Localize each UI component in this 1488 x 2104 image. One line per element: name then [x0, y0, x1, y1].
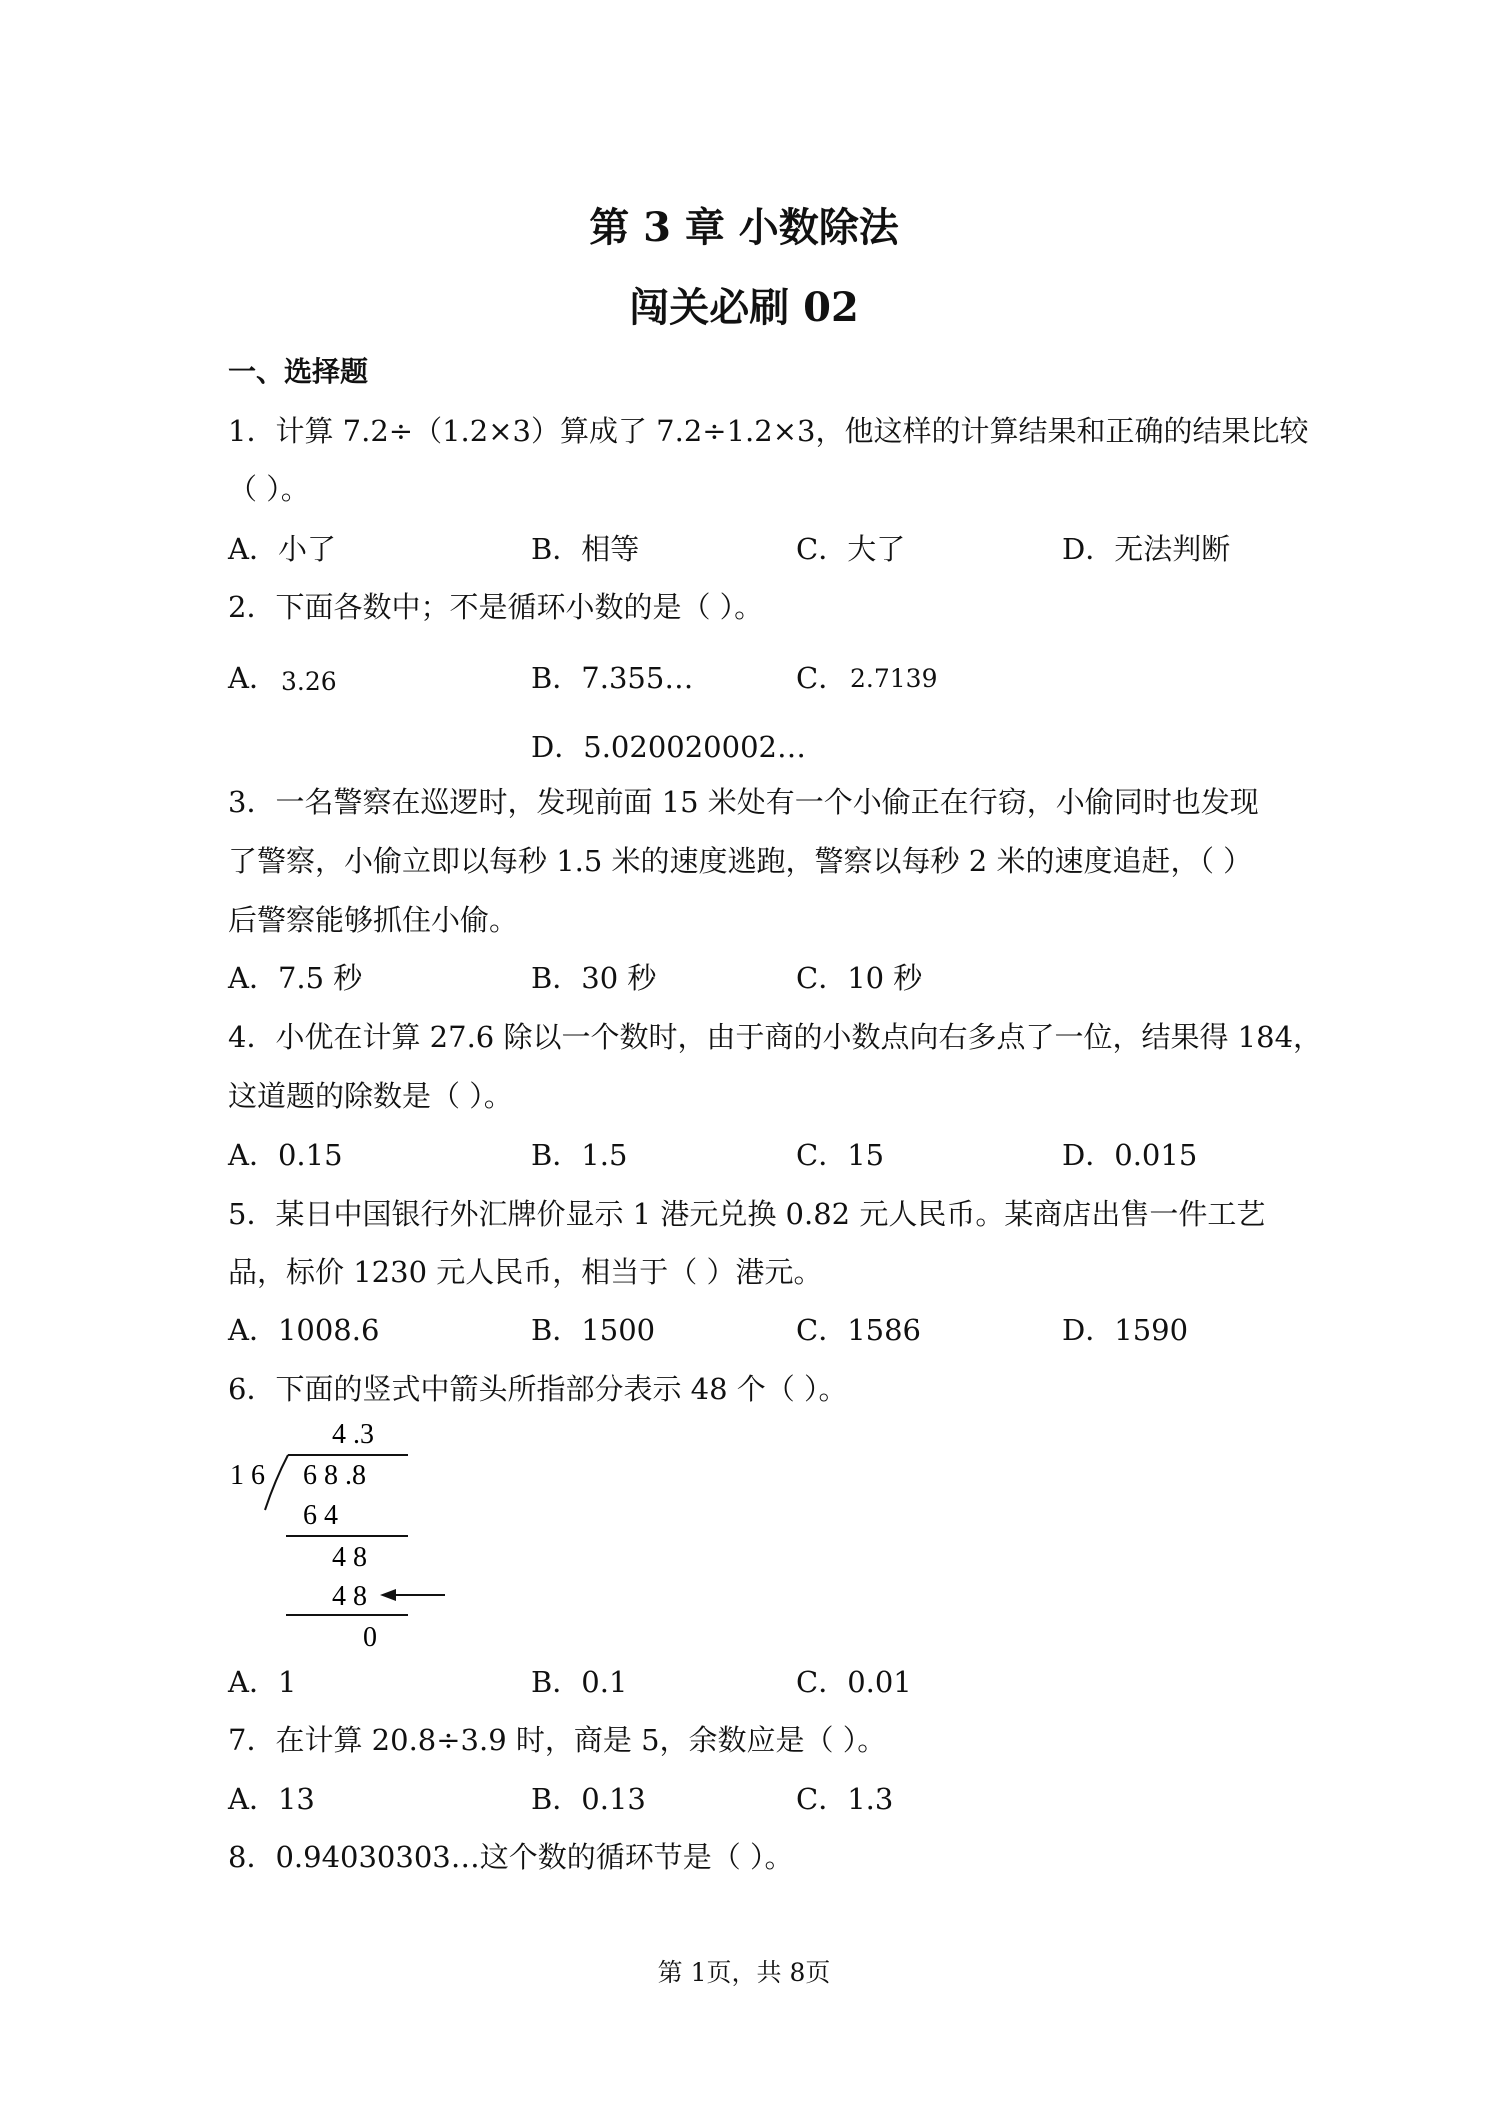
question-5-line-2: 品，标价 1230 元人民币，相当于（ ）港元。: [228, 1255, 823, 1289]
question-4-option-b: B．1.5: [531, 1138, 628, 1172]
question-1-option-a: A．小了: [228, 532, 336, 566]
question-4-option-c: C．15: [796, 1138, 885, 1172]
question-2-option-c-value: 2.7139: [850, 664, 938, 693]
section-heading: 一、选择题: [228, 355, 369, 388]
division-step-3: 4 8: [332, 1581, 367, 1612]
division-divisor: 1 6: [230, 1460, 265, 1491]
question-8-line-1: 8．0.94030303…这个数的循环节是（ ）。: [228, 1840, 794, 1874]
page-footer: 第 1页，共 8页: [657, 1958, 831, 1987]
question-3-line-3: 后警察能够抓住小偷。: [228, 903, 519, 937]
question-6-option-a: A．1: [228, 1665, 297, 1699]
long-division-figure: [220, 1410, 460, 1655]
question-7-line-1: 7．在计算 20.8÷3.9 时，商是 5，余数应是（ ）。: [228, 1723, 887, 1757]
question-5-option-a: A．1008.6: [228, 1313, 380, 1347]
question-1-option-c: C．大了: [796, 532, 906, 566]
question-5-option-b: B．1500: [531, 1313, 656, 1347]
question-2-option-b: B．7.355…: [531, 661, 694, 695]
question-1-option-b: B．相等: [531, 532, 640, 566]
question-2-option-c: C．: [796, 661, 848, 695]
question-7-option-a: A．13: [228, 1782, 315, 1816]
question-2-option-a-value: 3.26: [281, 667, 337, 696]
question-7-option-b: B．0.13: [531, 1782, 646, 1816]
division-quotient: 4 .3: [332, 1419, 374, 1450]
page-subtitle: 闯关必刷 02: [629, 284, 859, 331]
question-5-option-c: C．1586: [796, 1313, 921, 1347]
question-3-option-b: B．30 秒: [531, 961, 657, 995]
question-2-option-d: D．5.020020002…: [531, 730, 806, 764]
question-3-line-1: 3．一名警察在巡逻时，发现前面 15 米处有一个小偷正在行窃，小偷同时也发现: [228, 785, 1259, 819]
question-6-option-b: B．0.1: [531, 1665, 628, 1699]
question-6-option-c: C．0.01: [796, 1665, 912, 1699]
division-step-1: 6 4: [303, 1500, 338, 1531]
division-remainder: 0: [363, 1622, 377, 1653]
question-1-line-2: （ ）。: [228, 472, 310, 506]
question-2-option-a: A．: [228, 661, 278, 695]
question-4-line-1: 4．小优在计算 27.6 除以一个数时，由于商的小数点向右多点了一位，结果得 184，: [228, 1020, 1323, 1054]
question-5-option-d: D．1590: [1062, 1313, 1189, 1347]
question-4-line-2: 这道题的除数是（ ）。: [228, 1079, 513, 1113]
division-bracket: [265, 1455, 288, 1510]
question-1-line-1: 1．计算 7.2÷（1.2×3）算成了 7.2÷1.2×3，他这样的计算结果和正确的结果比较: [228, 414, 1309, 448]
question-4-option-d: D．0.015: [1062, 1138, 1198, 1172]
question-3-option-a: A．7.5 秒: [228, 961, 363, 995]
question-1-option-d: D．无法判断: [1062, 532, 1231, 566]
division-step-2: 4 8: [332, 1542, 367, 1573]
question-2-line-1: 2．下面各数中；不是循环小数的是（ ）。: [228, 590, 764, 624]
question-3-option-c: C．10 秒: [796, 961, 923, 995]
question-7-option-c: C．1.3: [796, 1782, 894, 1816]
question-6-line-1: 6．下面的竖式中箭头所指部分表示 48 个（ ）。: [228, 1372, 848, 1406]
division-dividend: 6 8 .8: [303, 1460, 366, 1491]
page-title: 第 3 章 小数除法: [589, 204, 899, 251]
question-4-option-a: A．0.15: [228, 1138, 343, 1172]
question-3-line-2: 了警察，小偷立即以每秒 1.5 米的速度逃跑，警察以每秒 2 米的速度追赶，（ ）: [228, 844, 1253, 878]
arrow-head-icon: [380, 1589, 396, 1601]
question-5-line-1: 5．某日中国银行外汇牌价显示 1 港元兑换 0.82 元人民币。某商店出售一件工艺: [228, 1197, 1266, 1231]
